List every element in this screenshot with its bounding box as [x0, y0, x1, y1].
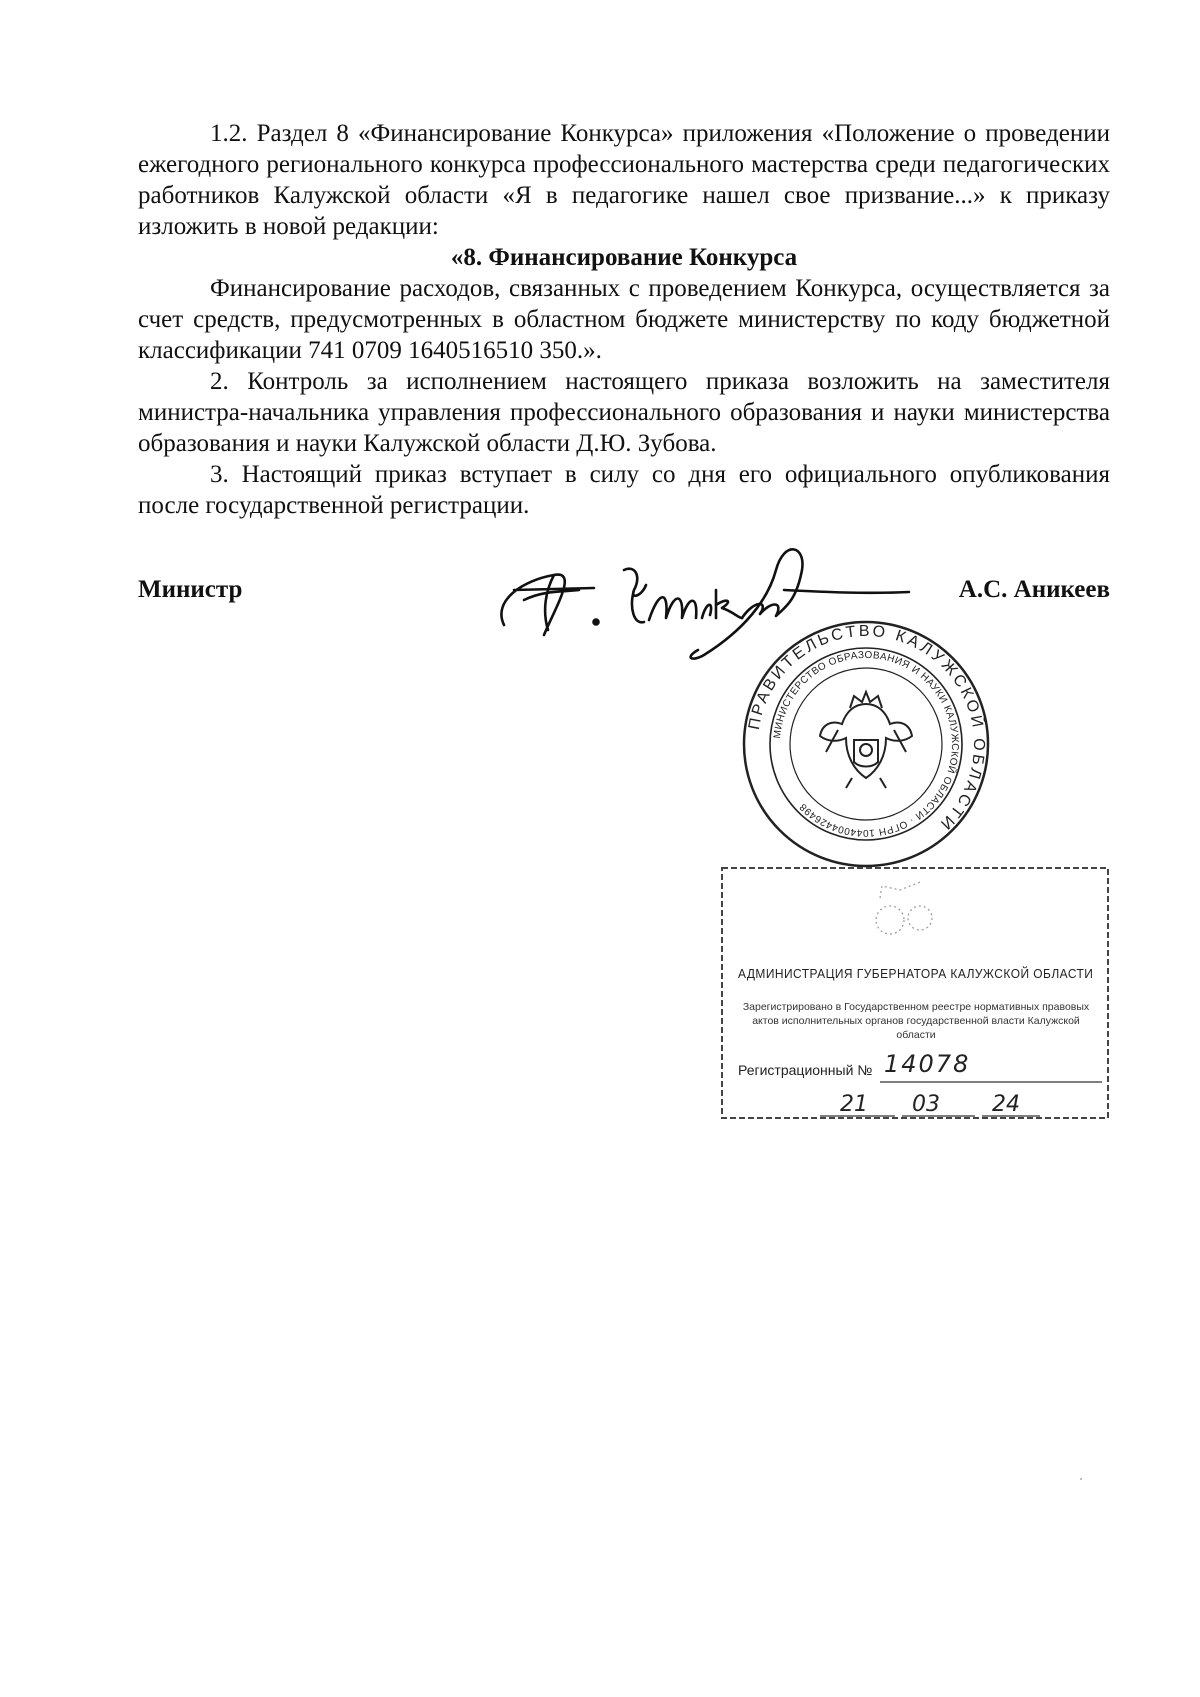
double-headed-eagle-icon	[820, 692, 912, 788]
paragraph-3: 3. Настоящий приказ вступает в силу со дня его официального опубликования после государственной регистрации.	[138, 461, 1110, 519]
paragraph-financing: Финансирование расходов, связанных с проведением Конкурса, осуществляется за счет средств, предусмотренных в областном бюджете министерству по коду бюджетной классификации 741 0709 1640516510 350.».	[138, 275, 1110, 364]
paragraph-1-2: 1.2. Раздел 8 «Финансирование Конкурса» приложения «Положение о проведении ежегодного регионального конкурса профессионального мастерства среди педагогических работников Калужской области «Я в педагогике нашел свое призвание...» к приказу изложить в новой редакции:	[138, 120, 1110, 240]
official-seal	[742, 620, 990, 868]
signatory-title: Министр	[138, 576, 243, 603]
stamp-note: Зарегистрировано в Государственном реестре нормативных правовых актов исполнительных органов государственной власти Калужской области	[742, 1001, 1090, 1041]
stamp-title: АДМИНИСТРАЦИЯ ГУБЕРНАТОРА КАЛУЖСКОЙ ОБЛАСТИ	[738, 966, 1094, 981]
signatory-name: А.С. Аникеев	[958, 576, 1110, 603]
seal-outer-text: ПРАВИТЕЛЬСТВО КАЛУЖСКОЙ ОБЛАСТИ	[745, 622, 988, 835]
registration-date-year: 24	[992, 1092, 1020, 1117]
registration-date-month: 03	[912, 1092, 940, 1117]
seal-inner-text: МИНИСТЕРСТВО ОБРАЗОВАНИЯ И НАУКИ КАЛУЖСКОЙ ОБЛАСТИ · ОГРН 1044004426498	[772, 649, 961, 839]
paragraph-2: 2. Контроль за исполнением настоящего приказа возложить на заместителя министра-начальника управления профессионального образования и науки министерства образования и науки Калужской области Д.Ю. Зубова.	[138, 368, 1110, 457]
section-heading: «8. Финансирование Конкурса	[450, 244, 798, 271]
stamp-frame	[720, 860, 1110, 1122]
registration-number-label: Регистрационный №	[738, 1062, 873, 1078]
scan-speck	[1080, 1478, 1082, 1480]
document-body	[138, 118, 1110, 521]
registration-stamp	[720, 860, 1110, 1122]
registration-date-day: 21	[840, 1092, 868, 1117]
registration-number: 14078	[884, 1050, 971, 1078]
